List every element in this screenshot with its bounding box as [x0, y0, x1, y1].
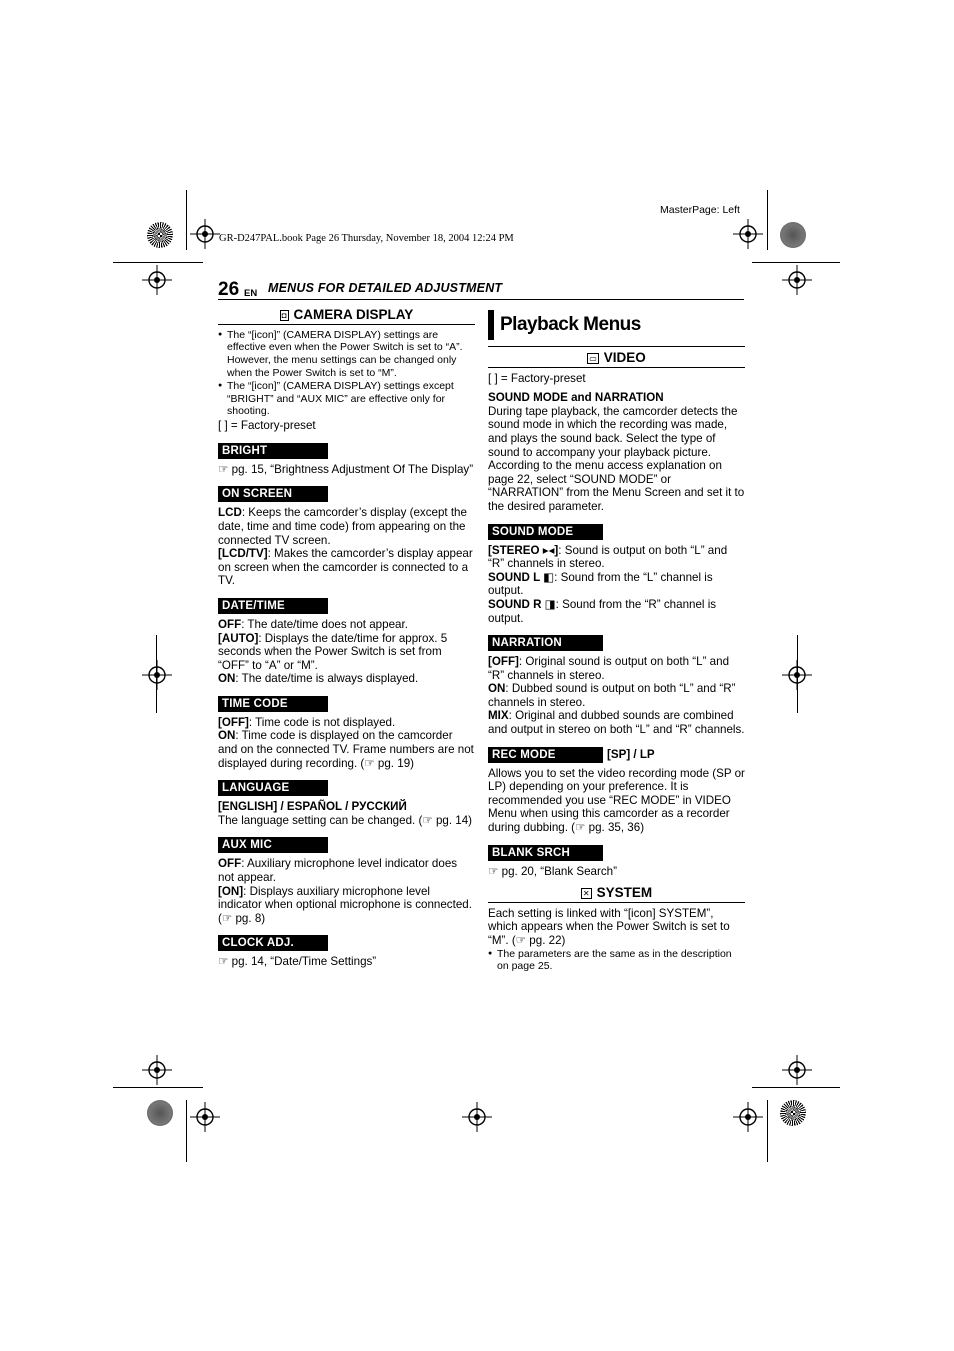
rec-mode-options: [SP] / LP: [607, 747, 655, 761]
factory-preset-note: [ ] = Factory-preset: [218, 419, 316, 433]
trim-mark: [752, 262, 840, 263]
option-desc: : Time code is not displayed.: [248, 715, 396, 729]
option-key: [STEREO ▸◂]: [488, 543, 559, 557]
language-options: [ENGLISH] / ESPAÑOL / РУССКИЙ: [218, 800, 407, 814]
trim-mark: [113, 262, 203, 263]
master-page-label: MasterPage: Left: [660, 204, 740, 216]
option-desc: : The date/time is always displayed.: [235, 672, 419, 686]
option-key: LCD: [218, 506, 242, 520]
color-rosette-icon: [147, 222, 173, 248]
option-key: SOUND L ◧: [488, 570, 555, 584]
page-header: [218, 280, 744, 300]
camera-display-icon: ◘: [281, 311, 287, 320]
option-key: ON: [488, 682, 506, 696]
language-text: The language setting can be changed. (☞ pg. 14): [218, 813, 473, 827]
camera-display-bullet: ● The “[icon]” (CAMERA DISPLAY) settings except “BRIGHT” and “AUX MIC” are effective only for shooting.: [218, 380, 475, 418]
rec-mode-row: [488, 747, 745, 763]
option-desc: : Time code is displayed on the camcorder and on the connected TV. Frame numbers are not displayed during recording. (☞ pg. 19): [218, 729, 474, 770]
option-desc: : Original and dubbed sounds are combined and output in stereo on both “L” and “R” channels.: [488, 709, 745, 737]
camera-display-title: CAMERA DISPLAY: [293, 307, 414, 322]
option-key: MIX: [488, 709, 509, 723]
on-screen-lcd: [218, 506, 475, 547]
left-column: [218, 308, 475, 969]
option-key: ON: [218, 729, 236, 743]
trim-mark: [767, 1100, 768, 1162]
camera-display-bullet: ● The “[icon]” (CAMERA DISPLAY) settings are effective even when the Power Switch is set to “A”. However, the menu settings can be changed only when the Power Switch is set to “M”.: [218, 329, 475, 380]
option-desc: : Keeps the camcorder’s display (except the date, time and time code) from appearing on the connected TV screen.: [218, 506, 467, 547]
trim-mark: [186, 190, 187, 250]
option-desc: : The date/time does not appear.: [241, 617, 408, 631]
sound-mode-intro: During tape playback, the camcorder detects the sound mode in which the recording was made, and plays the sound back. Select the type of sound to accompany your playback picture. According to the menu access explanation on page 22, select “SOUND MODE” or “NARRATION” from the Menu Screen and set it to the desired parameter.: [488, 404, 745, 513]
sound-mode-stereo: [488, 544, 745, 571]
registration-mark-icon: [733, 219, 763, 249]
blank-srch-text: ☞ pg. 20, “Blank Search”: [488, 864, 617, 878]
narration-on: [488, 682, 745, 709]
video-heading: [488, 346, 745, 368]
blank-srch-bar: BLANK SRCH: [488, 845, 603, 861]
option-key: ON: [218, 672, 236, 686]
option-key: OFF: [218, 857, 242, 871]
page-lang: EN: [244, 288, 258, 299]
right-column: [488, 310, 745, 973]
registration-mark-icon: [782, 265, 812, 295]
option-desc: : Sound from the “R” channel is output.: [488, 597, 717, 625]
clock-adj-text: ☞ pg. 14, “Date/Time Settings”: [218, 955, 377, 969]
sound-mode-r: [488, 598, 745, 625]
option-desc: : Sound is output on both “L” and “R” channels in stereo.: [488, 543, 728, 571]
date-time-off: [218, 618, 475, 632]
bright-bar: BRIGHT: [218, 443, 328, 459]
option-desc: : Makes the camcorder’s display appear on screen when the camcorder is connected to a TV.: [218, 547, 473, 588]
camera-display-heading: [218, 308, 475, 325]
option-desc: : Auxiliary microphone level indicator does not appear.: [218, 857, 458, 885]
color-rosette-icon: [147, 1100, 173, 1126]
sound-mode-l: [488, 571, 745, 598]
heading-accent-bar: [488, 310, 494, 340]
trim-mark: [186, 1100, 187, 1162]
language-bar: LANGUAGE: [218, 780, 328, 796]
registration-mark-icon: [190, 219, 220, 249]
clock-adj-bar: CLOCK ADJ.: [218, 935, 328, 951]
option-key: [ON]: [218, 884, 244, 898]
registration-mark-icon: [782, 660, 812, 690]
rec-mode-bar: REC MODE: [488, 747, 603, 763]
system-icon: ✕: [582, 889, 590, 899]
option-desc: : Sound from the “L” channel is output.: [488, 570, 713, 598]
bright-text: ☞ pg. 15, “Brightness Adjustment Of The Display”: [218, 462, 474, 476]
registration-mark-icon: [733, 1102, 763, 1132]
color-rosette-icon: [780, 1100, 806, 1126]
video-title: VIDEO: [603, 350, 646, 365]
option-desc: : Displays auxiliary microphone level indicator when optional microphone is connected. (☞ pg. 8): [218, 884, 472, 925]
narration-bar: NARRATION: [488, 635, 603, 651]
on-screen-bar: ON SCREEN: [218, 486, 328, 502]
option-key: [OFF]: [218, 715, 249, 729]
playback-menus-heading: [488, 310, 745, 340]
option-desc: : Displays the date/time for approx. 5 seconds when the Power Switch is set from “OFF” to “A” or “M”.: [218, 631, 448, 672]
narration-off: [488, 655, 745, 682]
aux-mic-on: [218, 885, 475, 926]
video-icon: ▭: [589, 354, 597, 363]
narration-mix: [488, 709, 745, 736]
system-heading: [488, 886, 745, 903]
running-title: MENUS FOR DETAILED ADJUSTMENT: [268, 281, 503, 295]
rec-mode-text: Allows you to set the video recording mode (SP or LP) depending on your preference. It is recommended you use “REC MODE” in VIDEO Menu when using this camcorder as a recorder during dubbing. (☞ pg. 35, 36): [488, 766, 745, 835]
trim-mark: [113, 1087, 203, 1088]
registration-mark-icon: [142, 265, 172, 295]
registration-mark-icon: [462, 1102, 492, 1132]
sound-mode-bar: SOUND MODE: [488, 524, 603, 540]
sound-mode-narration-subhead: SOUND MODE and NARRATION: [488, 391, 664, 405]
date-time-auto: [218, 632, 475, 673]
option-desc: : Dubbed sound is output on both “L” and “R” channels in stereo.: [488, 682, 736, 709]
trim-mark: [752, 1087, 840, 1088]
date-time-bar: DATE/TIME: [218, 598, 328, 614]
aux-mic-off: [218, 857, 475, 884]
system-title: SYSTEM: [596, 885, 653, 901]
option-key: [AUTO]: [218, 631, 259, 645]
time-code-on: [218, 729, 475, 770]
trim-mark: [767, 190, 768, 250]
color-rosette-icon: [780, 222, 806, 248]
time-code-bar: TIME CODE: [218, 696, 328, 712]
page-number: 26: [218, 279, 240, 300]
option-key: [LCD/TV]: [218, 547, 268, 561]
registration-mark-icon: [142, 1055, 172, 1085]
on-screen-lcdtv: [218, 547, 475, 588]
option-key: [OFF]: [488, 655, 519, 669]
option-desc: : Original sound is output on both “L” and “R” channels in stereo.: [488, 655, 730, 682]
system-bullet: ● The parameters are the same as in the description on page 25.: [488, 948, 745, 974]
aux-mic-bar: AUX MIC: [218, 837, 328, 853]
book-info-slug: GR-D247PAL.book Page 26 Thursday, November 18, 2004 12:24 PM: [219, 233, 514, 244]
playback-menus-title: Playback Menus: [500, 314, 641, 336]
registration-mark-icon: [782, 1055, 812, 1085]
factory-preset-note: [ ] = Factory-preset: [488, 371, 586, 385]
registration-mark-icon: [190, 1102, 220, 1132]
option-key: OFF: [218, 617, 242, 631]
date-time-on: [218, 672, 475, 686]
option-key: SOUND R ◨: [488, 597, 556, 611]
time-code-off: [218, 716, 475, 730]
system-text: Each setting is linked with “[icon] SYSTEM”, which appears when the Power Switch is set to “M”. (☞ pg. 22): [488, 906, 730, 947]
registration-mark-icon: [142, 660, 172, 690]
